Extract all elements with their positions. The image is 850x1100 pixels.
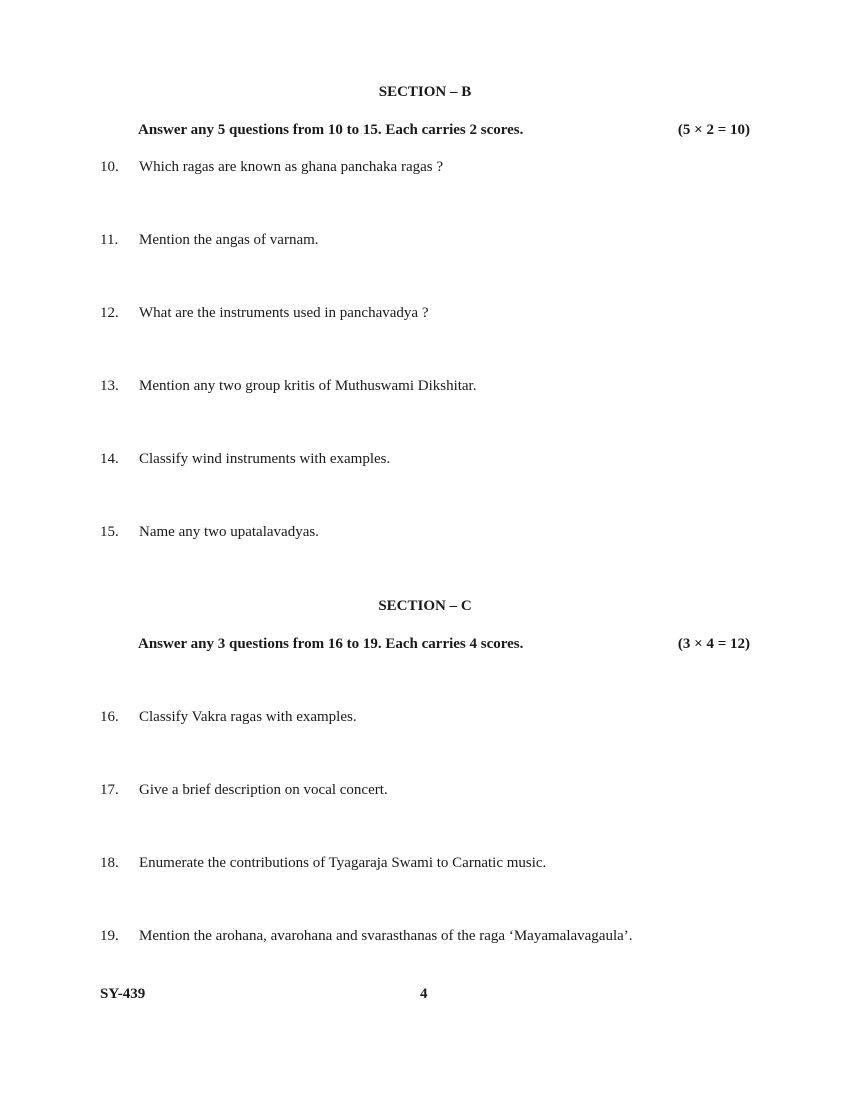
paper-code: SY-439 bbox=[100, 986, 146, 1002]
question-text: Classify wind instruments with examples. bbox=[139, 451, 391, 467]
question-text: Enumerate the contributions of Tyagaraja Swami to Carnatic music. bbox=[139, 855, 547, 871]
section-b-title: SECTION – B bbox=[378, 84, 472, 100]
question-text: Mention the angas of varnam. bbox=[139, 232, 319, 248]
question-number: 17. bbox=[100, 782, 119, 798]
question-number: 15. bbox=[100, 524, 119, 540]
question-number: 19. bbox=[100, 928, 119, 944]
question-number: 16. bbox=[100, 709, 119, 725]
question-text: Give a brief description on vocal concert. bbox=[139, 782, 388, 798]
section-c-instruction: Answer any 3 questions from 16 to 19. Each carries 4 scores. bbox=[138, 636, 524, 652]
question-text: Mention any two group kritis of Muthuswami Dikshitar. bbox=[139, 378, 477, 394]
page-number: 4 bbox=[420, 986, 428, 1002]
question-text: Mention the arohana, avarohana and svarasthanas of the raga ‘Mayamalavagaula’. bbox=[139, 928, 633, 944]
question-number: 18. bbox=[100, 855, 119, 871]
question-text: What are the instruments used in panchavadya ? bbox=[139, 305, 429, 321]
question-number: 10. bbox=[100, 159, 119, 175]
question-text: Name any two upatalavadyas. bbox=[139, 524, 319, 540]
section-b-instruction: Answer any 5 questions from 10 to 15. Each carries 2 scores. bbox=[138, 122, 524, 138]
question-text: Classify Vakra ragas with examples. bbox=[139, 709, 357, 725]
question-text: Which ragas are known as ghana panchaka ragas ? bbox=[139, 159, 444, 175]
section-b-marks: (5 × 2 = 10) bbox=[677, 122, 750, 138]
question-number: 14. bbox=[100, 451, 119, 467]
section-c-title: SECTION – C bbox=[378, 598, 472, 614]
question-number: 11. bbox=[100, 232, 119, 248]
section-c-marks: (3 × 4 = 12) bbox=[677, 636, 750, 652]
question-number: 12. bbox=[100, 305, 119, 321]
question-number: 13. bbox=[100, 378, 119, 394]
